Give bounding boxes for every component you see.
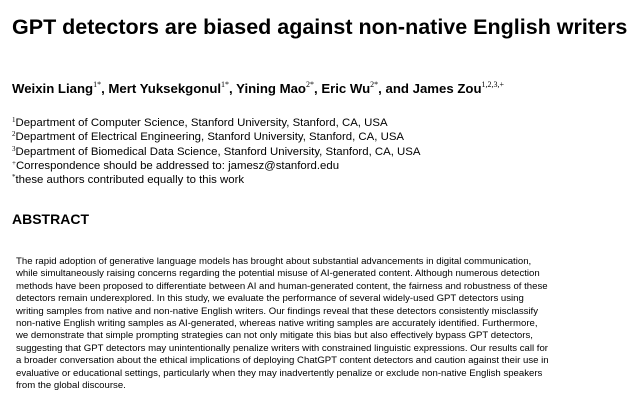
author-separator: , xyxy=(229,81,237,96)
author-affiliation-marks: 1* xyxy=(93,80,102,89)
abstract-line: The rapid adoption of generative language models has brought about substantial advancements in digital communication, xyxy=(16,256,532,267)
author-name: Weixin Liang xyxy=(12,81,94,96)
correspondence-text: Correspondence should be addressed to: jamesz@stanford.edu xyxy=(15,159,340,172)
affiliation-mark: * xyxy=(12,173,16,182)
author-name: Yining Mao xyxy=(236,81,306,96)
author-affiliation-marks: 2* xyxy=(305,80,314,89)
author-list xyxy=(12,80,628,98)
author xyxy=(321,81,378,96)
abstract-body xyxy=(16,256,628,392)
affiliation-item xyxy=(12,145,612,159)
abstract-line: detectors remain underexplored. In this study, we evaluate the performance of several widely-used GPT detectors using xyxy=(16,293,524,305)
author-affiliation-marks: 1* xyxy=(221,80,230,89)
affiliation-mark: + xyxy=(12,158,16,167)
affiliation-item xyxy=(12,130,612,144)
author-affiliation-marks: 1,2,3,+ xyxy=(481,80,505,89)
correspondence-note xyxy=(12,159,612,173)
author xyxy=(12,81,101,96)
paper-title: GPT detectors are biased against non-native English writers xyxy=(12,15,628,39)
abstract-line: writing samples from native and non-native English writers. Our findings reveal that these detectors consistently misclassify xyxy=(16,305,539,317)
author-name: Mert Yuksekgonul xyxy=(108,81,222,96)
affiliation-text: Department of Electrical Engineering, Stanford University, Stanford, CA, USA xyxy=(15,131,405,144)
author-separator: , xyxy=(101,81,109,96)
affiliation-mark: 1 xyxy=(12,116,16,124)
abstract-line: evaluative or educational settings, particularly when they may inadvertently penalize or exclude non-native English speakers xyxy=(16,367,543,379)
abstract-line: methods have been proposed to differentiate between AI and human-generated content, the fairness and robustness of these xyxy=(16,280,548,292)
abstract-line: while simultaneously raising concerns regarding the potential misuse of AI-generated content. Although numerous detection xyxy=(16,268,540,280)
abstract-line: non-native English writing samples as AI-generated, whereas native writing samples are accurately identified. Furthermore, xyxy=(16,318,538,330)
author-name: Eric Wu xyxy=(321,81,371,96)
author-name: James Zou xyxy=(412,81,482,96)
affiliation-mark: 2 xyxy=(12,130,16,139)
equal-contribution-note xyxy=(12,173,612,187)
author xyxy=(236,81,314,96)
abstract-line: a broader conversation about the ethical implications of deploying ChatGPT content detectors and caution against their use in xyxy=(16,355,549,367)
equal-contribution-text: these authors contributed equally to this work xyxy=(15,174,245,187)
affiliation-mark: 3 xyxy=(12,144,16,153)
abstract-line: suggesting that GPT detectors may unintentionally penalize writers with constrained linguistic expressions. Our results call for xyxy=(16,342,548,354)
author-separator: , and xyxy=(378,81,413,96)
affiliation-item xyxy=(12,116,612,130)
author-affiliation-marks: 2* xyxy=(370,80,379,89)
affiliation-list xyxy=(12,116,612,187)
abstract-line: from the global discourse. xyxy=(16,380,126,392)
abstract-heading: ABSTRACT xyxy=(12,211,89,227)
author-separator: , xyxy=(313,81,322,96)
affiliation-text: Department of Biomedical Data Science, Stanford University, Stanford, CA, USA xyxy=(15,145,421,158)
author xyxy=(108,81,229,96)
author xyxy=(413,81,504,96)
affiliation-text: Department of Computer Science, Stanford University, Stanford, CA, USA xyxy=(15,117,388,129)
abstract-line: we demonstrate that simple prompting strategies can not only mitigate this bias but also effectively bypass GPT detectors, xyxy=(16,330,533,342)
